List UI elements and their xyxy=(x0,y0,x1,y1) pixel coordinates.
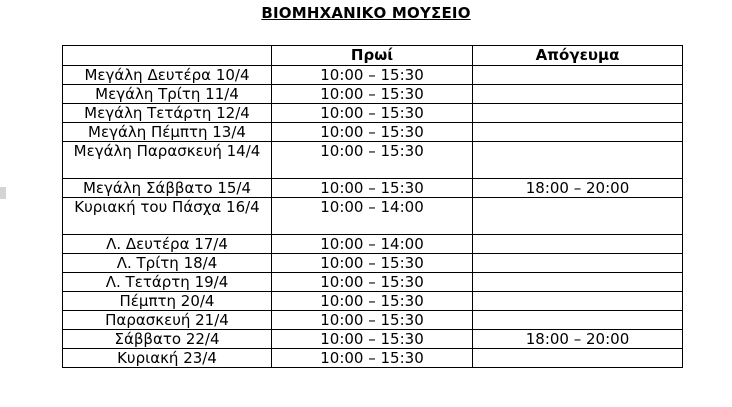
table-row xyxy=(63,254,683,273)
evening-time-cell: 18:00 – 20:00 xyxy=(473,330,683,349)
morning-time-cell: 10:00 – 15:30 xyxy=(272,179,473,198)
header-day xyxy=(63,46,272,66)
table-row xyxy=(63,179,683,198)
evening-time-cell xyxy=(473,142,683,179)
day-cell: Μεγάλη Σάββατο 15/4 xyxy=(63,179,272,198)
morning-time-cell: 10:00 – 15:30 xyxy=(272,349,473,368)
day-cell: Λ. Τρίτη 18/4 xyxy=(63,254,272,273)
evening-time-cell xyxy=(473,123,683,142)
evening-time-cell xyxy=(473,66,683,85)
morning-time-cell: 10:00 – 14:00 xyxy=(272,198,473,235)
morning-time-cell: 10:00 – 15:30 xyxy=(272,273,473,292)
morning-time-cell: 10:00 – 15:30 xyxy=(272,85,473,104)
morning-time-cell: 10:00 – 15:30 xyxy=(272,330,473,349)
day-cell: Μεγάλη Τετάρτη 12/4 xyxy=(63,104,272,123)
morning-time-cell: 10:00 – 15:30 xyxy=(272,123,473,142)
morning-time-cell: 10:00 – 15:30 xyxy=(272,254,473,273)
day-cell: Παρασκευή 21/4 xyxy=(63,311,272,330)
evening-time-cell xyxy=(473,254,683,273)
scroll-marker xyxy=(0,187,6,199)
day-cell: Πέμπτη 20/4 xyxy=(63,292,272,311)
morning-time-cell: 10:00 – 15:30 xyxy=(272,311,473,330)
table-row xyxy=(63,311,683,330)
evening-time-cell xyxy=(473,349,683,368)
table-row xyxy=(63,273,683,292)
day-cell: Μεγάλη Πέμπτη 13/4 xyxy=(63,123,272,142)
page-title: ΒΙΟΜΗΧΑΝΙΚΟ ΜΟΥΣΕΙΟ xyxy=(261,4,471,22)
table-row xyxy=(63,85,683,104)
table-row xyxy=(63,330,683,349)
table-row xyxy=(63,198,683,235)
morning-time-cell: 10:00 – 15:30 xyxy=(272,292,473,311)
morning-time-cell: 10:00 – 15:30 xyxy=(272,66,473,85)
table-header-row xyxy=(63,46,683,66)
evening-time-cell xyxy=(473,235,683,254)
table-row xyxy=(63,292,683,311)
day-cell: Μεγάλη Τρίτη 11/4 xyxy=(63,85,272,104)
morning-time-cell: 10:00 – 15:30 xyxy=(272,142,473,179)
table-row xyxy=(63,104,683,123)
table-row xyxy=(63,123,683,142)
morning-time-cell: 10:00 – 14:00 xyxy=(272,235,473,254)
evening-time-cell xyxy=(473,85,683,104)
day-cell: Κυριακή του Πάσχα 16/4 xyxy=(63,198,272,235)
day-cell: Λ. Δευτέρα 17/4 xyxy=(63,235,272,254)
schedule-body xyxy=(63,66,683,368)
evening-time-cell xyxy=(473,311,683,330)
day-cell: Σάββατο 22/4 xyxy=(63,330,272,349)
day-cell: Κυριακή 23/4 xyxy=(63,349,272,368)
header-evening: Απόγευμα xyxy=(473,46,683,66)
morning-time-cell: 10:00 – 15:30 xyxy=(272,104,473,123)
evening-time-cell xyxy=(473,292,683,311)
schedule-table xyxy=(62,45,683,368)
evening-time-cell: 18:00 – 20:00 xyxy=(473,179,683,198)
evening-time-cell xyxy=(473,198,683,235)
day-cell: Μεγάλη Παρασκευή 14/4 xyxy=(63,142,272,179)
table-row xyxy=(63,235,683,254)
table-row xyxy=(63,349,683,368)
header-morning: Πρωί xyxy=(272,46,473,66)
table-row xyxy=(63,66,683,85)
evening-time-cell xyxy=(473,104,683,123)
evening-time-cell xyxy=(473,273,683,292)
day-cell: Λ. Τετάρτη 19/4 xyxy=(63,273,272,292)
table-row xyxy=(63,142,683,179)
day-cell: Μεγάλη Δευτέρα 10/4 xyxy=(63,66,272,85)
